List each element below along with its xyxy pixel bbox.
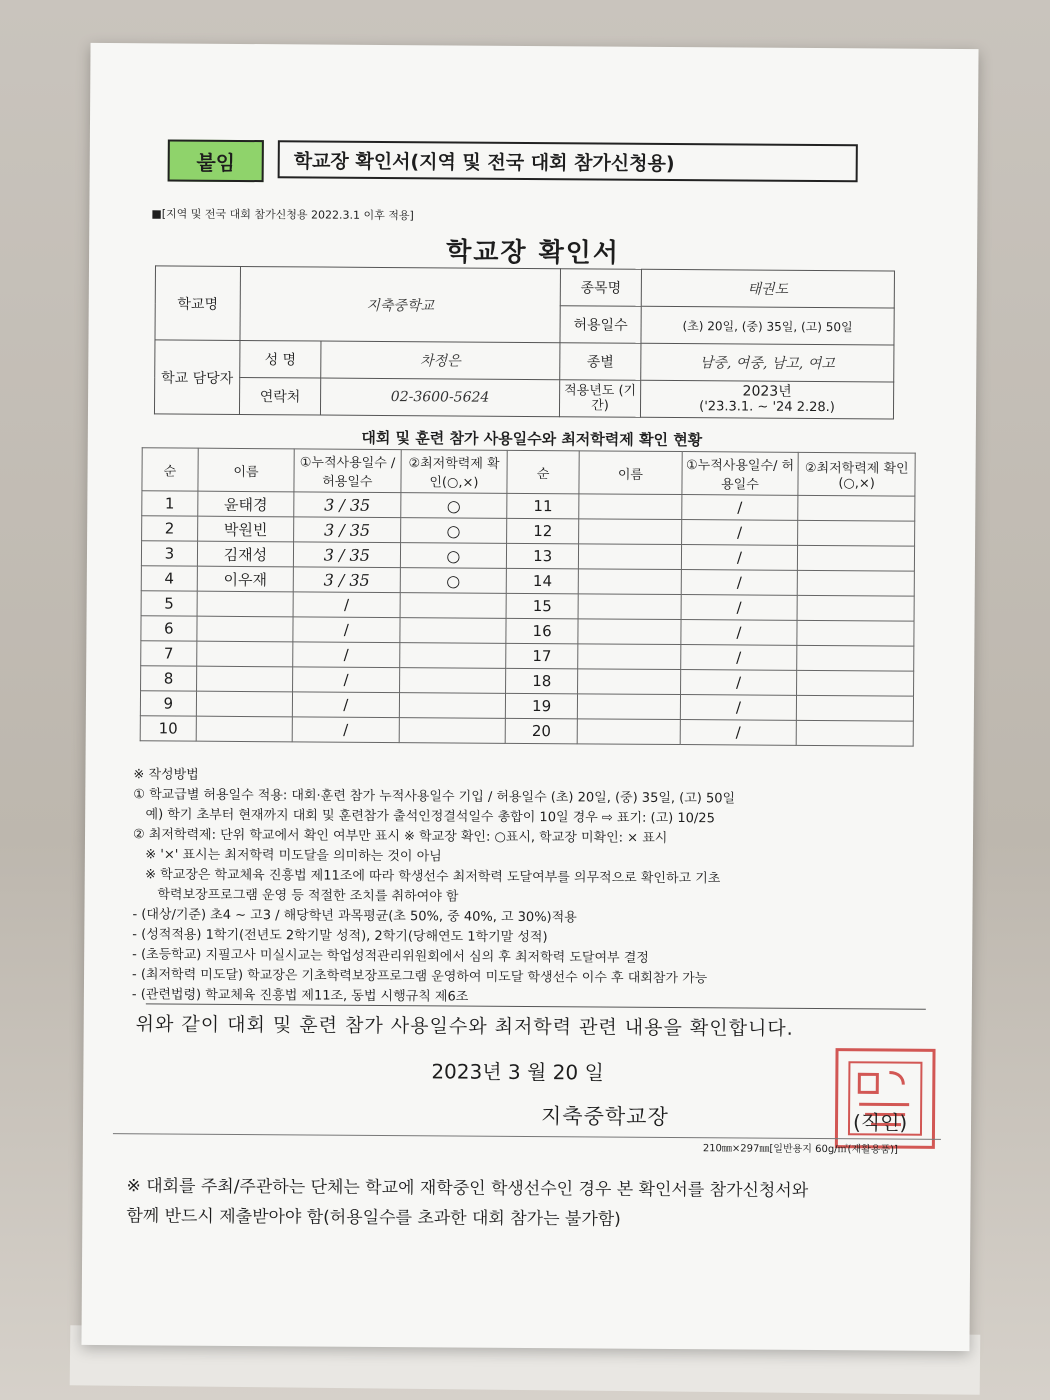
row-days-2: /	[680, 720, 797, 746]
row-check-2	[797, 595, 914, 621]
row-no-2: 15	[506, 593, 578, 619]
row-days: 3 / 35	[294, 542, 401, 568]
row-days: 3 / 35	[293, 567, 400, 593]
confirm-statement: 위와 같이 대회 및 훈련 참가 사용일수와 최저학력 관련 내용을 확인합니다.	[135, 1013, 794, 1040]
contact-value: 02-3600-5624	[320, 378, 559, 417]
row-days: 3 / 35	[294, 517, 401, 543]
row-check: ○	[400, 493, 507, 519]
col-name-2: 이름	[579, 451, 682, 495]
divider-bottom	[113, 1133, 941, 1140]
note-line: ※ '×' 표시는 최저학력 미도달을 의미하는 것이 아님	[132, 847, 442, 865]
row-no: 8	[141, 666, 197, 691]
footer-note	[126, 1171, 946, 1237]
row-no: 10	[140, 716, 196, 741]
row-no: 2	[142, 516, 198, 541]
row-days: 3 / 35	[294, 492, 401, 518]
school-name-label: 학교명	[155, 266, 241, 341]
note-line: - (초등학교) 지필고사 미실시교는 학업성적관리위원회에서 심의 후 최저학력 도달여부 결정	[132, 947, 649, 966]
row-no-2: 16	[506, 618, 578, 644]
status-table	[140, 447, 916, 746]
row-days: /	[293, 642, 400, 668]
col-name: 이름	[198, 448, 295, 492]
row-name-2	[578, 669, 681, 695]
row-days: /	[293, 667, 400, 693]
row-days: /	[293, 592, 400, 618]
row-days-2: /	[681, 620, 798, 646]
row-days: /	[292, 717, 399, 743]
row-days: /	[293, 617, 400, 643]
row-no: 7	[141, 641, 197, 666]
event-label: 종목명	[560, 269, 641, 307]
signature-date: 2023년 3 월 20 일	[431, 1059, 604, 1085]
contact-label: 연락처	[239, 377, 320, 415]
row-no: 3	[141, 541, 197, 566]
row-check	[399, 718, 506, 744]
row-check	[400, 593, 507, 619]
row-name-2	[579, 519, 682, 545]
info-table	[154, 265, 895, 419]
row-check: ○	[400, 543, 507, 569]
row-check-2	[797, 620, 914, 646]
allowed-days-label: 허용일수	[560, 306, 641, 344]
row-no: 9	[140, 691, 196, 716]
row-check-2	[798, 520, 915, 546]
row-check	[399, 668, 506, 694]
note-line: ② 최저학력제: 단위 학교에서 확인 여부만 표시 ※ 학교장 확인: ○표시, 학교장 미확인: × 표시	[132, 827, 668, 846]
row-name-2	[579, 544, 682, 570]
row-no-2: 17	[506, 643, 578, 669]
category-value: 남중, 여중, 남고, 여고	[641, 343, 894, 382]
row-name	[197, 591, 294, 617]
row-name: 박원빈	[197, 516, 294, 542]
row-no-2: 20	[505, 718, 577, 744]
row-no: 5	[141, 591, 197, 616]
seal-label: (직인)	[852, 1110, 908, 1135]
note-line: - (성적적용) 1학기(전년도 2학기말 성적), 2학기(당해연도 1학기말 성적)	[132, 927, 548, 946]
row-no-2: 13	[507, 543, 579, 569]
note-line: 학력보장프로그램 운영 등 적절한 조치를 취하여야 함	[132, 887, 459, 905]
attach-badge: 붙임	[168, 139, 264, 182]
period-value: ('23.3.1. ~ '24 2.28.)	[699, 399, 835, 416]
row-check: ○	[400, 568, 507, 594]
note-line: ※ 작성방법	[133, 767, 199, 783]
row-name-2	[578, 694, 681, 720]
row-name	[197, 616, 294, 642]
footer-line: 함께 반드시 제출받아야 함(허용일수를 초과한 대회 참가는 불가함)	[126, 1206, 621, 1230]
row-days-2: /	[681, 570, 798, 596]
row-no-2: 14	[506, 568, 578, 594]
row-no-2: 11	[507, 493, 579, 519]
row-name-2	[579, 494, 682, 520]
note-line: - (대상/기준) 초4 ~ 고3 / 해당학년 과목평균(초 50%, 중 40%, 고 30%)적용	[132, 907, 577, 926]
row-days-2: /	[681, 545, 798, 571]
row-check: ○	[400, 518, 507, 544]
row-no: 1	[142, 491, 198, 516]
row-check-2	[797, 645, 914, 671]
row-name-2	[578, 644, 681, 670]
header-title: 학교장 확인서(지역 및 전국 대회 참가신청용)	[278, 140, 858, 182]
row-check-2	[797, 695, 914, 721]
row-name-2	[578, 594, 681, 620]
row-name-2	[578, 619, 681, 645]
col-check: ②최저학력제 확인(○,×)	[401, 450, 508, 494]
row-days: /	[292, 692, 399, 718]
row-days-2: /	[680, 645, 797, 671]
row-name-2	[578, 569, 681, 595]
row-name: 김재성	[197, 541, 294, 567]
document-title: 학교장 확인서	[446, 237, 621, 269]
row-name	[196, 641, 293, 667]
allowed-days-value: (초) 20일, (중) 35일, (고) 50일	[641, 306, 894, 345]
row-name	[196, 716, 293, 742]
col-days: ①누적사용일수 /허용일수	[294, 449, 401, 493]
row-no: 6	[141, 616, 197, 641]
note-line: - (최저학력 미도달) 학교장은 기초학력보장프로그램 운영하여 미도달 학생선수 이수 후 대회참가 가능	[131, 967, 708, 987]
row-check	[400, 618, 507, 644]
status-title: 대회 및 훈련 참가 사용일수와 최저학력제 확인 현황	[361, 428, 703, 450]
table-row	[140, 716, 913, 746]
year-label: 적용년도 (기간)	[559, 380, 640, 418]
note-line: ※ 학교장은 학교체육 진흥법 제11조에 따라 학생선수 최저학력 도달여부를 의무적으로 확인하고 기초	[132, 867, 721, 887]
principal-name: 지축중학교장	[540, 1104, 669, 1129]
name-value: 차정은	[321, 341, 560, 380]
row-check-2	[797, 670, 914, 696]
row-days-2: /	[680, 670, 797, 696]
category-label: 종별	[560, 343, 641, 381]
col-no-2: 순	[507, 450, 579, 494]
year-value: 2023년	[742, 383, 792, 400]
sub-note: ■[지역 및 전국 대회 참가신청용 2022.3.1 이후 적용]	[151, 207, 414, 223]
row-check	[399, 643, 506, 669]
paper-spec: 210㎜×297㎜[일반용지 60g/㎡(재활용품)]	[702, 1143, 898, 1156]
row-name	[196, 691, 293, 717]
row-days-2: /	[681, 495, 798, 521]
row-days-2: /	[681, 520, 798, 546]
row-name-2	[577, 719, 680, 745]
document-page	[81, 43, 978, 1351]
year-cell	[640, 380, 893, 419]
row-name: 윤태경	[198, 491, 295, 517]
row-check-2	[798, 495, 915, 521]
name-label: 성 명	[240, 340, 321, 378]
col-days-2: ①누적사용일수/ 허용일수	[682, 452, 799, 496]
col-check-2: ②최저학력제 확인(○,×)	[798, 452, 915, 496]
row-name: 이우재	[197, 566, 294, 592]
row-name	[196, 666, 293, 692]
row-check	[399, 693, 506, 719]
note-line: - (관련법령) 학교체육 진흥법 제11조, 동법 시행규칙 제6조	[131, 987, 469, 1005]
row-days-2: /	[681, 595, 798, 621]
note-line: ① 학교급별 허용일수 적용: 대회·훈련 참가 누적사용일수 기입 / 허용일수 (초) 20일, (중) 35일, (고) 50일	[133, 787, 736, 807]
row-days-2: /	[680, 695, 797, 721]
row-no-2: 19	[506, 693, 578, 719]
row-no-2: 18	[506, 668, 578, 694]
school-name-value: 지축중학교	[240, 266, 561, 342]
event-value: 태권도	[641, 269, 894, 308]
notes-section	[132, 765, 934, 1011]
row-no-2: 12	[507, 518, 579, 544]
row-check-2	[798, 570, 915, 596]
footer-line: ※ 대회를 주최/주관하는 단체는 학교에 재학중인 학생선수인 경우 본 확인서를 참가신청서와	[126, 1176, 809, 1201]
row-check-2	[796, 720, 913, 746]
row-check-2	[798, 545, 915, 571]
row-no: 4	[141, 566, 197, 591]
col-no: 순	[142, 448, 198, 491]
manager-label: 학교 담당자	[154, 340, 240, 415]
note-line: 예) 학기 초부터 현재까지 대회 및 훈련참가 출석인정결석일수 총합이 10일 경우 ⇨ 표기: (고) 10/25	[133, 807, 715, 827]
